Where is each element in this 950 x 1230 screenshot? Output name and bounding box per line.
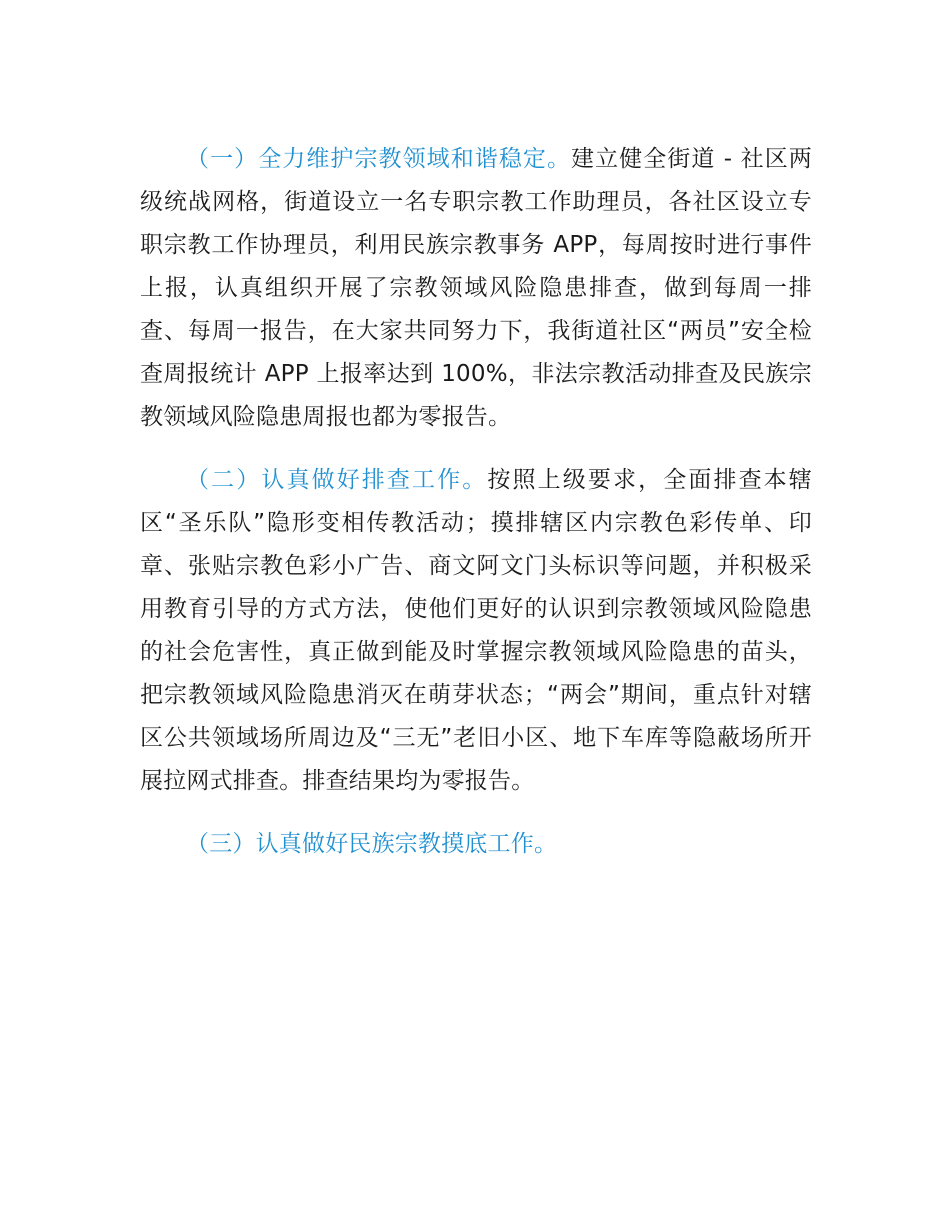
paragraph-3 bbox=[140, 823, 812, 866]
paragraph-2-body: 按照上级要求，全面排查本辖区“圣乐队”隐形变相传教活动；摸排辖区内宗教色彩传单、印章、张贴宗教色彩小广告、商文阿文门头标识等问题，并积极采用教育引导的方式方法，使他们更好的认识到宗教领域风险隐患的社会危害性，真正做到能及时掌握宗教领域风险隐患的苗头，把宗教领域风险隐患消灭在萌芽状态；“两会”期间，重点针对辖区公共领域场所周边及“三无”老旧小区、地下车库等隐蔽场所开展拉网式排查。排查结果均为零报告。 bbox=[140, 467, 812, 794]
paragraph-3-heading: （三）认真做好民族宗教摸底工作。 bbox=[186, 831, 558, 857]
paragraph-1-heading: （一）全力维护宗教领域和谐稳定。 bbox=[186, 146, 572, 172]
document-content bbox=[140, 138, 812, 886]
paragraph-1 bbox=[140, 138, 812, 439]
paragraph-1-body: 建立健全街道 - 社区两级统战网格，街道设立一名专职宗教工作助理员，各社区设立专职宗教工作协理员，利用民族宗教事务 APP，每周按时进行事件上报，认真组织开展了宗教领域风险隐患排查，做到每周一排查、每周一报告，在大家共同努力下，我街道社区“两员”安全检查周报统计 APP 上报率达到 100%，非法宗教活动排查及民族宗教领域风险隐患周报也都为零报告。 bbox=[140, 146, 812, 430]
paragraph-2-heading: （二）认真做好排查工作。 bbox=[186, 467, 488, 493]
paragraph-2 bbox=[140, 459, 812, 803]
